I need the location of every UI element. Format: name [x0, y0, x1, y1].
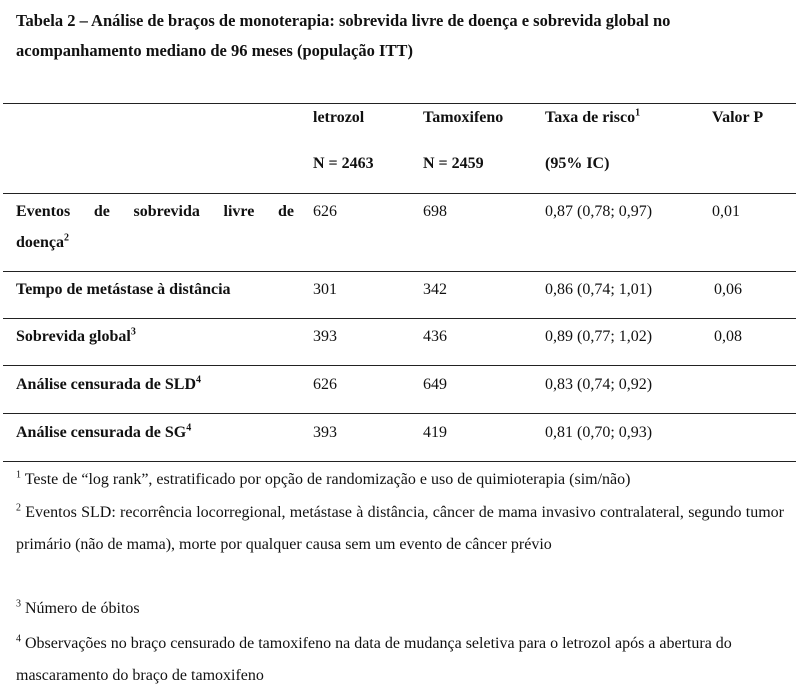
- table-title: Tabela 2 – Análise de braços de monoterapia: sobrevida livre de doença e sobrevida global no acompanhamento mediano de 96 meses (população ITT): [16, 11, 671, 60]
- cell-p: 0,06: [714, 281, 742, 298]
- cell-tamoxifeno: 649: [423, 376, 447, 393]
- cell-tamoxifeno: 698: [423, 203, 447, 220]
- row-label-censurada-sg: Análise censurada de $SG^4$: [16, 422, 192, 441]
- row-label-eventos-cont: doença$^2$: [16, 232, 69, 251]
- row-label-metastase: Tempo de metástase à distância: [16, 281, 231, 298]
- header-tamoxifeno-n: N = 2459: [423, 155, 484, 172]
- header-valor-p: Valor P: [712, 109, 764, 126]
- cell-taxa: 0,81 (0,70; 0,93): [545, 424, 653, 441]
- header-bottom-rule: [3, 193, 796, 194]
- header-letrozol: letrozol: [313, 109, 365, 126]
- header-taxa-risco: Taxa de risco$^1$: [545, 107, 641, 126]
- row-divider: [3, 271, 796, 272]
- cell-taxa: 0,83 (0,74; 0,92): [545, 376, 653, 393]
- cell-letrozol: 393: [313, 328, 337, 345]
- header-tamoxifeno: Tamoxifeno: [423, 109, 504, 126]
- table-top-rule: [3, 103, 796, 104]
- cell-taxa: 0,89 (0,77; 1,02): [545, 328, 653, 345]
- cell-p: 0,08: [714, 328, 742, 345]
- cell-p: 0,01: [712, 203, 740, 220]
- footnote-3: $^3$ Número de óbitos: [16, 598, 140, 617]
- cell-letrozol: 626: [313, 376, 337, 393]
- footnote-4: $^4$ Observações no braço censurado de tamoxifeno na data de mudança seletiva para o letrozol após a abertura do mascaramento do braço de tamoxifeno: [16, 633, 732, 684]
- row-divider: [3, 413, 796, 414]
- table-bottom-rule: [3, 461, 796, 462]
- row-label-eventos: Eventos de sobrevida livre de: [16, 203, 294, 220]
- row-label-censurada-sld: Análise censurada de SLD$^4$: [16, 374, 202, 393]
- row-label-sobrevida-global: Sobrevida global$^3$: [16, 326, 136, 345]
- footnote-1: $^1$ Teste de “log rank”, estratificado por opção de randomização e uso de quimioterapia (sim/não): [16, 469, 631, 488]
- header-ic: (95% IC): [545, 155, 610, 172]
- cell-letrozol: 301: [313, 281, 337, 298]
- footnote-ref: 1: [635, 107, 641, 119]
- header-letrozol-n: N = 2463: [313, 155, 374, 172]
- cell-taxa: 0,86 (0,74; 1,01): [545, 281, 653, 298]
- footnote-2: $^2$ Eventos SLD: recorrência locorregional, metástase à distância, câncer de mama invasivo contralateral, segundo tumor primário (não de mama), morte por qualquer causa sem um evento de câncer prévio: [16, 502, 785, 553]
- row-divider: [3, 365, 796, 366]
- cell-tamoxifeno: 436: [423, 328, 447, 345]
- cell-taxa: 0,87 (0,78; 0,97): [545, 203, 653, 220]
- row-divider: [3, 318, 796, 319]
- cell-tamoxifeno: 419: [423, 424, 447, 441]
- cell-letrozol: 626: [313, 203, 337, 220]
- cell-tamoxifeno: 342: [423, 281, 447, 298]
- cell-letrozol: 393: [313, 424, 337, 441]
